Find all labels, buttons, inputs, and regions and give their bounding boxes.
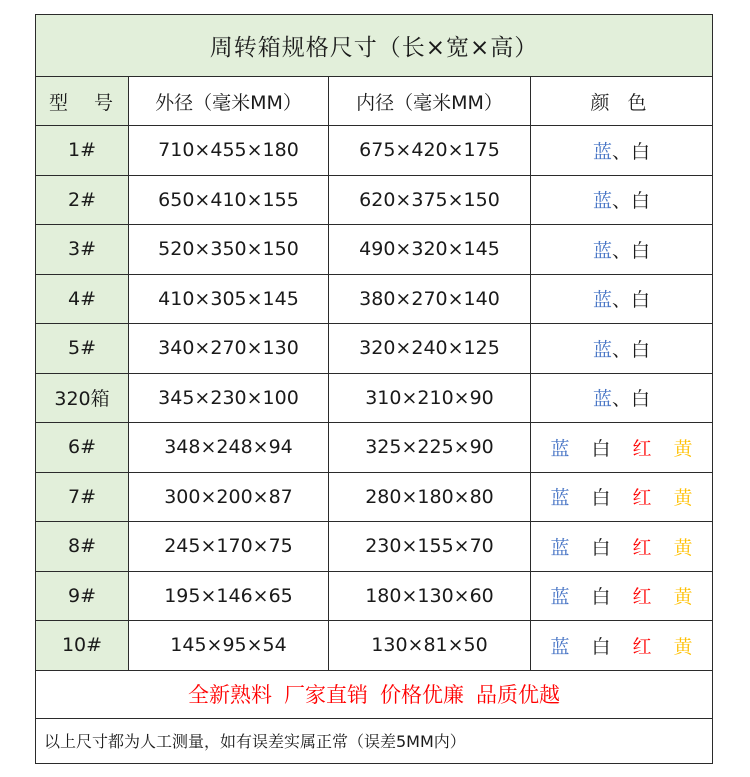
cell-type: 2# bbox=[36, 175, 129, 225]
color-label: 红 bbox=[632, 635, 652, 658]
color-label: 蓝 bbox=[550, 586, 570, 609]
color-label: 蓝 bbox=[593, 190, 613, 213]
cell-colors bbox=[531, 472, 713, 522]
table-row bbox=[36, 126, 713, 176]
color-label: 蓝 bbox=[593, 239, 613, 262]
cell-inner: 620×375×150 bbox=[329, 175, 531, 225]
color-label: 、白 bbox=[612, 239, 651, 262]
cell-inner: 230×155×70 bbox=[329, 522, 531, 572]
table-row bbox=[36, 225, 713, 275]
color-label: 、白 bbox=[612, 190, 651, 213]
cell-outer: 348×248×94 bbox=[129, 423, 329, 473]
slogan-1: 全新熟料 bbox=[188, 683, 273, 707]
slogan-2: 厂家直销 bbox=[284, 683, 369, 707]
cell-outer: 520×350×150 bbox=[129, 225, 329, 275]
color-label: 红 bbox=[632, 586, 652, 609]
table-row bbox=[36, 324, 713, 374]
cell-colors bbox=[531, 621, 713, 671]
color-label: 黄 bbox=[673, 635, 693, 658]
cell-outer: 345×230×100 bbox=[129, 373, 329, 423]
color-label: 蓝 bbox=[550, 536, 570, 559]
table-row bbox=[36, 274, 713, 324]
color-label: 蓝 bbox=[550, 487, 570, 510]
cell-type: 4# bbox=[36, 274, 129, 324]
cell-colors bbox=[531, 522, 713, 572]
cell-colors bbox=[531, 225, 713, 275]
slogan-3: 价格优廉 bbox=[380, 683, 465, 707]
cell-type: 8# bbox=[36, 522, 129, 572]
cell-type: 9# bbox=[36, 571, 129, 621]
cell-type: 7# bbox=[36, 472, 129, 522]
cell-inner: 380×270×140 bbox=[329, 274, 531, 324]
color-label: 、白 bbox=[612, 140, 651, 163]
table-row bbox=[36, 423, 713, 473]
header-outer: 外径（毫米MM） bbox=[129, 77, 329, 126]
color-label: 黄 bbox=[673, 487, 693, 510]
table-row bbox=[36, 621, 713, 671]
table-row bbox=[36, 373, 713, 423]
cell-colors bbox=[531, 571, 713, 621]
color-label: 、白 bbox=[612, 338, 651, 361]
color-label: 白 bbox=[591, 437, 611, 460]
cell-inner: 130×81×50 bbox=[329, 621, 531, 671]
header-color: 颜 色 bbox=[531, 77, 713, 126]
table-row bbox=[36, 472, 713, 522]
header-type: 型 号 bbox=[36, 77, 129, 126]
color-label: 白 bbox=[591, 536, 611, 559]
color-label: 黄 bbox=[673, 437, 693, 460]
slogan-4: 品质优越 bbox=[476, 683, 561, 707]
slogan-row bbox=[36, 670, 713, 718]
color-label: 蓝 bbox=[593, 289, 613, 312]
header-row bbox=[36, 77, 713, 126]
cell-type: 10# bbox=[36, 621, 129, 671]
spec-table bbox=[35, 14, 713, 764]
table-title: 周转箱规格尺寸（长×宽×高） bbox=[36, 15, 713, 77]
color-label: 蓝 bbox=[593, 140, 613, 163]
color-label: 白 bbox=[591, 586, 611, 609]
table-row bbox=[36, 571, 713, 621]
cell-outer: 195×146×65 bbox=[129, 571, 329, 621]
color-label: 蓝 bbox=[550, 635, 570, 658]
cell-inner: 320×240×125 bbox=[329, 324, 531, 374]
color-label: 蓝 bbox=[550, 437, 570, 460]
color-label: 红 bbox=[632, 437, 652, 460]
cell-type: 6# bbox=[36, 423, 129, 473]
cell-type: 320箱 bbox=[36, 373, 129, 423]
cell-type: 1# bbox=[36, 126, 129, 176]
cell-inner: 310×210×90 bbox=[329, 373, 531, 423]
cell-colors bbox=[531, 126, 713, 176]
color-label: 黄 bbox=[673, 586, 693, 609]
cell-inner: 280×180×80 bbox=[329, 472, 531, 522]
cell-inner: 675×420×175 bbox=[329, 126, 531, 176]
table-row bbox=[36, 175, 713, 225]
note: 以上尺寸都为人工测量，如有误差实属正常（误差5MM内） bbox=[36, 718, 713, 763]
table-row bbox=[36, 522, 713, 572]
color-label: 蓝 bbox=[593, 388, 613, 411]
cell-colors bbox=[531, 274, 713, 324]
cell-type: 3# bbox=[36, 225, 129, 275]
cell-colors bbox=[531, 175, 713, 225]
color-label: 黄 bbox=[673, 536, 693, 559]
color-label: 、白 bbox=[612, 388, 651, 411]
cell-inner: 180×130×60 bbox=[329, 571, 531, 621]
cell-type: 5# bbox=[36, 324, 129, 374]
color-label: 蓝 bbox=[593, 338, 613, 361]
cell-outer: 340×270×130 bbox=[129, 324, 329, 374]
cell-outer: 300×200×87 bbox=[129, 472, 329, 522]
header-inner: 内径（毫米MM） bbox=[329, 77, 531, 126]
cell-outer: 145×95×54 bbox=[129, 621, 329, 671]
cell-colors bbox=[531, 324, 713, 374]
cell-inner: 325×225×90 bbox=[329, 423, 531, 473]
color-label: 白 bbox=[591, 635, 611, 658]
cell-colors bbox=[531, 373, 713, 423]
color-label: 红 bbox=[632, 487, 652, 510]
cell-inner: 490×320×145 bbox=[329, 225, 531, 275]
color-label: 红 bbox=[632, 536, 652, 559]
color-label: 、白 bbox=[612, 289, 651, 312]
cell-colors bbox=[531, 423, 713, 473]
cell-outer: 650×410×155 bbox=[129, 175, 329, 225]
cell-outer: 245×170×75 bbox=[129, 522, 329, 572]
color-label: 白 bbox=[591, 487, 611, 510]
cell-outer: 710×455×180 bbox=[129, 126, 329, 176]
cell-outer: 410×305×145 bbox=[129, 274, 329, 324]
